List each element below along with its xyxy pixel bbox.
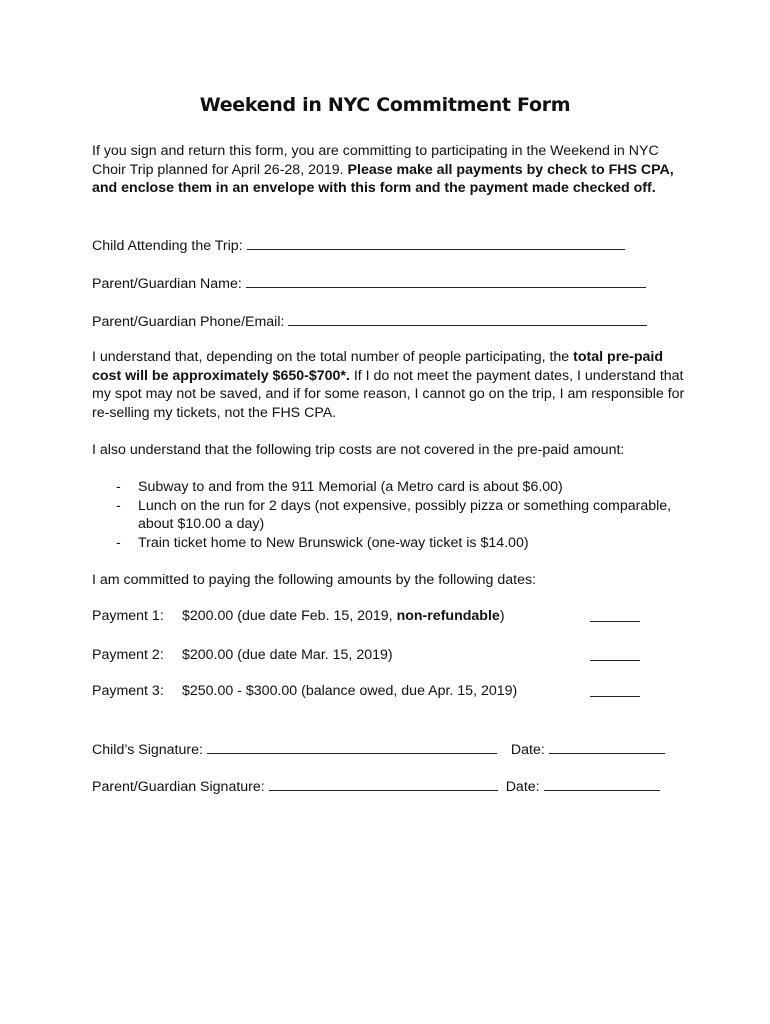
child-date-label: Date: xyxy=(510,742,545,758)
understand-text-2: If I do not meet the payment dates, I understand that my spot may not be saved, and if for some reason, I cannot go on the trip, I am responsible for re-selling my tickets, not the FHS CPA. xyxy=(92,367,685,421)
child-signature-label: Child’s Signature: xyxy=(92,742,203,758)
child-date-line[interactable] xyxy=(549,740,665,754)
child-attending-line[interactable] xyxy=(247,236,625,250)
parent-name-label: Parent/Guardian Name: xyxy=(92,276,242,292)
bullet: - xyxy=(116,479,121,495)
payment-label: Payment 3: xyxy=(92,683,164,699)
parent-date-label: Date: xyxy=(505,779,540,795)
intro-paragraph xyxy=(92,142,692,198)
commit-intro: I am committed to paying the following amounts by the following dates: xyxy=(92,572,536,588)
parent-contact-field[interactable] xyxy=(92,312,647,330)
parent-name-field[interactable] xyxy=(92,274,646,292)
understand-text-1: I understand that, depending on the total number of people participating, the xyxy=(92,349,570,365)
child-signature-field[interactable] xyxy=(92,740,665,758)
payment-row-3: Payment 3: $250.00 - $300.00 (balance owed, due Apr. 15, 2019) xyxy=(92,683,517,699)
parent-name-line[interactable] xyxy=(246,274,646,288)
list-item: - Subway to and from the 911 Memorial (a Metro card is about $6.00) xyxy=(116,479,563,495)
intro-text: If you sign and return this form, you are committing to participating in the Weekend in NYC Choir Trip planned for April 26-28, 2019. xyxy=(92,143,659,178)
payment-3-check-line[interactable] xyxy=(590,683,640,697)
parent-contact-line[interactable] xyxy=(288,312,647,326)
payment-1-check-line[interactable] xyxy=(590,608,640,622)
payment-label: Payment 1: xyxy=(92,608,164,624)
bullet: - xyxy=(116,497,121,514)
child-signature-line[interactable] xyxy=(207,740,497,754)
list-item: - Train ticket home to New Brunswick (one-way ticket is $14.00) xyxy=(116,534,529,551)
parent-signature-field[interactable] xyxy=(92,777,660,795)
list-item: - Lunch on the run for 2 days (not expensive, possibly pizza or something comparable, about $10.00 a day) xyxy=(116,497,672,533)
costs-list xyxy=(92,478,692,552)
payment-2-check-line[interactable] xyxy=(590,647,640,661)
child-attending-field[interactable] xyxy=(92,236,625,254)
payment-row-1: Payment 1: $200.00 (due date Feb. 15, 2019, non-refundable) xyxy=(92,608,505,624)
parent-signature-label: Parent/Guardian Signature: xyxy=(92,779,265,795)
parent-signature-line[interactable] xyxy=(269,777,498,791)
parent-date-line[interactable] xyxy=(544,777,660,791)
form-title: Weekend in NYC Commitment Form xyxy=(199,94,571,116)
child-attending-label: Child Attending the Trip: xyxy=(92,238,243,254)
intro-bold-text: Please make all payments by check to FHS CPA, and enclose them in an envelope with this form and the payment made checked off. xyxy=(92,161,674,197)
understand-bold-text: total pre-paid cost will be approximately $650-$700*. xyxy=(92,349,664,384)
costs-intro: I also understand that the following trip costs are not covered in the pre-paid amount: xyxy=(92,442,625,458)
understand-paragraph xyxy=(92,348,692,422)
payment-label: Payment 2: xyxy=(92,647,164,663)
bullet: - xyxy=(116,534,121,551)
parent-contact-label: Parent/Guardian Phone/Email: xyxy=(92,314,285,330)
payment-row-2: Payment 2: $200.00 (due date Mar. 15, 2019) xyxy=(92,647,393,663)
